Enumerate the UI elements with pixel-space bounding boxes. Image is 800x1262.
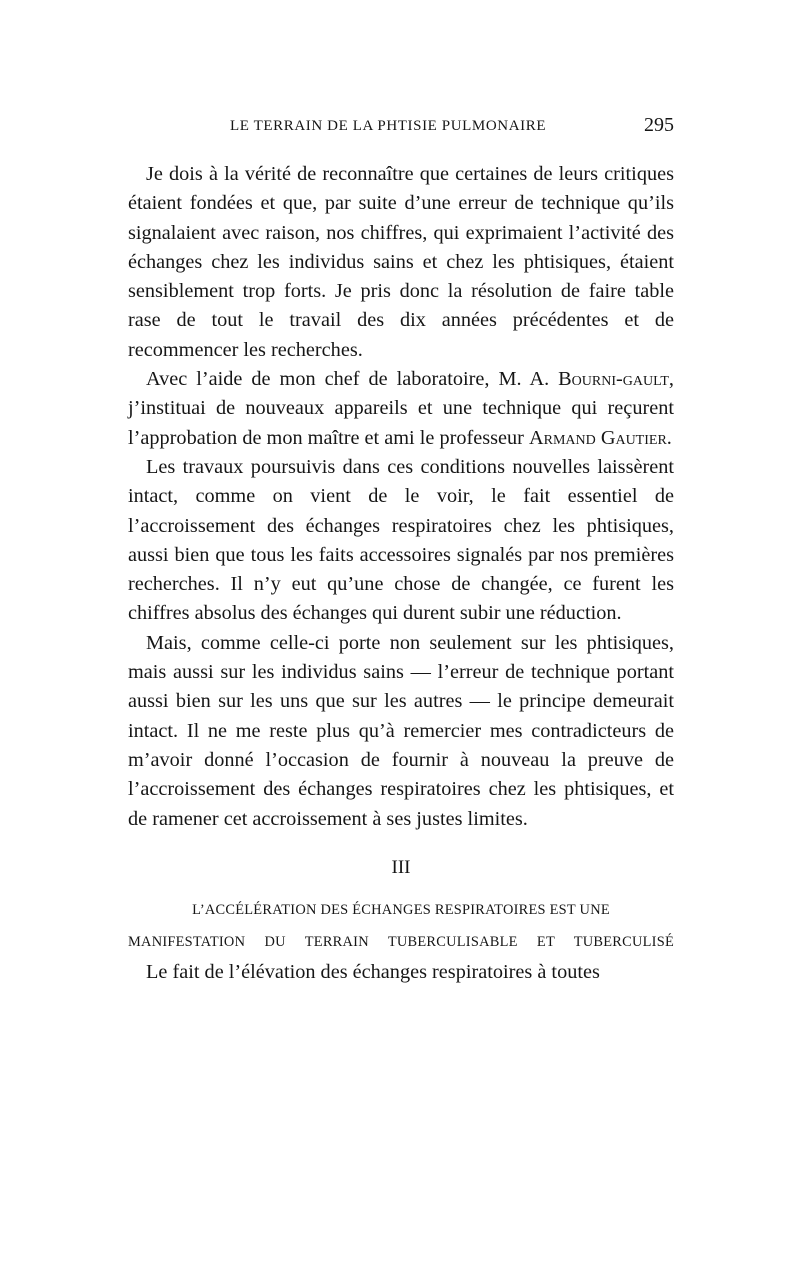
- section-body: [128, 958, 674, 987]
- paragraph-2-part-1: Avec l’aide de mon chef de laboratoire, M. A.: [146, 368, 559, 391]
- paragraph-2-part-2: , j’instituai de nouveaux appareils et une technique qui reçurent l’approbation de mon maître et ami le professeur: [128, 368, 674, 449]
- body-text: [128, 160, 674, 834]
- paragraph-1: Je dois à la vérité de reconnaître que certaines de leurs critiques étaient fondées et que, par suite d’une erreur de technique qu’ils signalaient avec raison, nos chiffres, qui exprimaient l’activité des échanges chez les individus sains et chez les phtisiques, étaient sensiblement trop forts. Je pris donc la résolution de faire table rase de tout le travail des dix années précédentes et de recommencer les recherches.: [128, 163, 674, 361]
- page-number: 295: [644, 114, 674, 136]
- section-heading-line-1: L’ACCÉLÉRATION DES ÉCHANGES RESPIRATOIRES EST UNE: [192, 901, 610, 918]
- book-page: [128, 112, 674, 987]
- paragraph-5: Le fait de l’élévation des échanges respiratoires à toutes: [146, 960, 600, 983]
- running-title: LE TERRAIN DE LA PHTISIE PULMONAIRE: [230, 118, 547, 134]
- author-name-bournigault: Bourni-gault: [558, 368, 669, 391]
- author-name-armand-gautier: Armand Gautier: [528, 426, 667, 449]
- running-head: [128, 112, 674, 146]
- paragraph-4: Mais, comme celle-ci porte non seulement sur les phtisiques, mais aussi sur les individus sains — l’erreur de technique portant aussi bien sur les uns que sur les autres — le principe demeurait intact. Il ne me reste plus qu’à remercier mes contradicteurs de m’avoir donné l’occasion de fournir à nouveau la preuve de l’accroissement des échanges respiratoires chez les phtisiques, et de ramener cet accroissement à ses justes limites.: [128, 631, 674, 830]
- paragraph-3: Les travaux poursuivis dans ces conditions nouvelles laissèrent intact, comme on vient de le voir, le fait essentiel de l’accroissement des échanges respiratoires chez les phtisiques, aussi bien que tous les faits accessoires signalés par nos premières recherches. Il n’y eut qu’une chose de changée, ce furent les chiffres absolus des échanges qui durent subir une réduction.: [128, 455, 674, 625]
- section-number: III: [391, 856, 411, 878]
- section-heading: [128, 894, 674, 958]
- section-heading-line-2: MANIFESTATION DU TERRAIN TUBERCULISABLE ET TUBERCULISÉ: [128, 933, 674, 950]
- paragraph-2-part-3: .: [666, 426, 672, 449]
- paragraph-2: [128, 365, 674, 453]
